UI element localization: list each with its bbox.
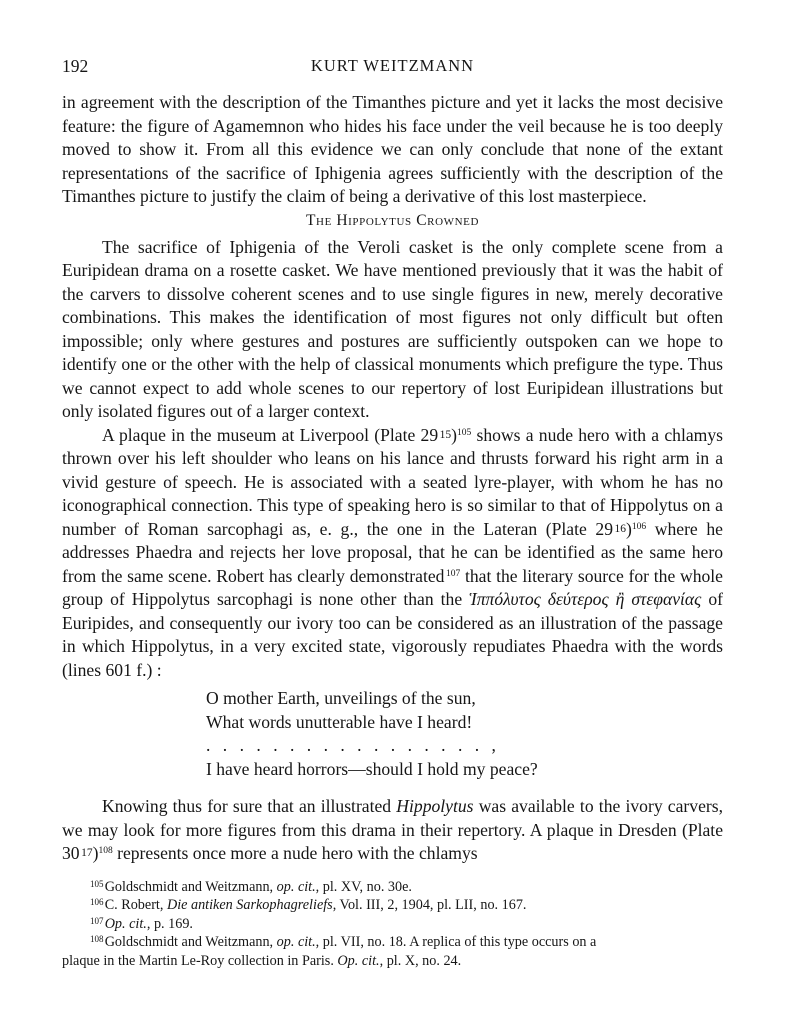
running-title: KURT WEITZMANN — [310, 56, 475, 75]
plate-figure-number: 16 — [614, 522, 627, 535]
text-segment: represents once more a nude hero with the chlamys — [112, 843, 478, 863]
footnote-italic: Op. cit. — [104, 915, 147, 932]
text-segment: where he addresses Phaedra and rejects her love proposal, that he can be identified as the same hero from the same scene. Robert has clearly demonstrated — [62, 518, 723, 586]
footnote-text: C. Robert, — [104, 897, 167, 914]
verse-line: O mother Earth, unveilings of the sun, — [206, 688, 476, 708]
verse-ellipsis: . . . . . . . . . . . . . . . . . , — [206, 735, 500, 755]
text-segment: that the literary source for the whole group of Hippolytus sarcophagi is none other than the — [62, 565, 723, 609]
verse-line: What words unutterable have I heard! — [206, 711, 473, 732]
page-number: 192 — [62, 56, 89, 76]
footnote-ref-106[interactable]: 106 — [631, 521, 647, 532]
footnote-ref-108[interactable]: 108 — [98, 846, 113, 856]
text-segment: Knowing thus for sure that an illustrated — [102, 796, 397, 816]
italic-title: Hippolytus — [396, 796, 474, 816]
footnote-text: plaque in the Martin Le-Roy collection in Paris. — [62, 952, 338, 969]
text-segment: was available to the ivory carvers, we may look for more figures from this drama in their repertory. A plaque in Dresden (Plate 30 — [62, 796, 723, 863]
footnote-ref-105[interactable]: 105 — [457, 427, 472, 438]
footnote-text: Goldschmidt and Weitzmann, — [104, 934, 277, 951]
footnote-ref-107[interactable]: 107 — [445, 568, 461, 579]
paragraph-2: The sacrifice of Iphigenia of the Veroli casket is the only complete scene from a Euripidean drama on a rosette casket. We have mentioned previously that it was the habit of the carvers to dissolve coherent scenes and to use single figures in new, merely decorative combinations. This makes the identification of most figures not only difficult but often impossible; only where gestures and postures are sufficiently outspoken can we hope to identify one or the other with the help of classical monuments which prefigure the type. Thus we cannot expect to add whole scenes to our repertory of lost Euripidean illustrations but only isolated figures out of a larger context. — [62, 236, 723, 421]
footnote-108-continuation — [62, 952, 723, 970]
plate-figure-number: 15 — [439, 428, 452, 441]
plate-figure-number: 17 — [81, 847, 93, 859]
text-segment: ) — [451, 424, 457, 445]
footnote-number: 107 — [90, 915, 104, 926]
footnote-text: , pl. VII, no. 18. A replica of this type occurs on a — [315, 934, 597, 951]
footnote-italic: op. cit. — [276, 879, 316, 895]
footnote-number: 108 — [90, 934, 104, 945]
footnote-text: , pl. XV, no. 30e. — [315, 879, 412, 895]
running-head — [62, 56, 723, 80]
footnote-italic: Die antiken Sarkophagreliefs — [166, 897, 333, 914]
main-text — [62, 91, 723, 866]
text-segment: of Euripides, and consequently our ivory too can be considered as an illustration of the passage in which Hippolytus, in a very excited state, vigorously repudiates Phaedra with the words (lines 601 f.) : — [62, 589, 723, 680]
footnote-italic: Op. cit. — [337, 952, 380, 969]
footnote-italic: op. cit. — [276, 934, 316, 951]
footnote-text: , Vol. III, 2, 1904, pl. LII, no. 167. — [332, 897, 527, 914]
paragraph-3 — [62, 424, 723, 683]
footnote-text: Goldschmidt and Weitzmann, — [104, 879, 277, 895]
footnote-105 — [62, 878, 723, 896]
footnote-106 — [62, 896, 723, 914]
verse-line: I have heard horrors—should I hold my peace? — [206, 758, 538, 779]
greek-title: Ἱππόλυτος δεύτερος ἢ στεφανίας — [469, 589, 702, 609]
footnote-number: 105 — [90, 879, 104, 889]
text-segment: A plaque in the museum at Liverpool (Plate 29 — [102, 424, 439, 445]
text-segment: ) — [92, 843, 99, 863]
footnote-108 — [62, 933, 723, 951]
footnote-107 — [62, 915, 723, 933]
footnotes — [62, 878, 723, 970]
footnote-text: , pl. X, no. 24. — [379, 952, 462, 969]
text-segment: ) — [626, 518, 632, 539]
text-segment: shows a nude hero with a chlamys thrown over his left shoulder who leans on his lance and thrusts forward his right arm in a vivid gesture of speech. He is associated with a seated lyre-player, with whom he has no iconographical connection. This type of speaking hero is so similar to that of Hippolytus on a number of Roman sarcophagi as, e. g., the one in the Lateran (Plate 29 — [62, 424, 723, 539]
verse-quotation — [206, 687, 723, 781]
section-heading: The Hippolytus Crowned — [305, 211, 480, 229]
paragraph-4 — [62, 795, 723, 866]
paragraph-1: in agreement with the description of the Timanthes picture and yet it lacks the most decisive feature: the figure of Agamemnon who hides his face under the veil because he is too deeply moved to show it. From all this evidence we can only conclude that none of the extant representations of the sacrifice of Iphigenia agrees sufficiently with the description of the Timanthes picture to justify the claim of being a derivative of this lost masterpiece. — [62, 92, 723, 206]
footnote-number: 106 — [90, 897, 104, 908]
footnote-text: , p. 169. — [146, 915, 193, 932]
